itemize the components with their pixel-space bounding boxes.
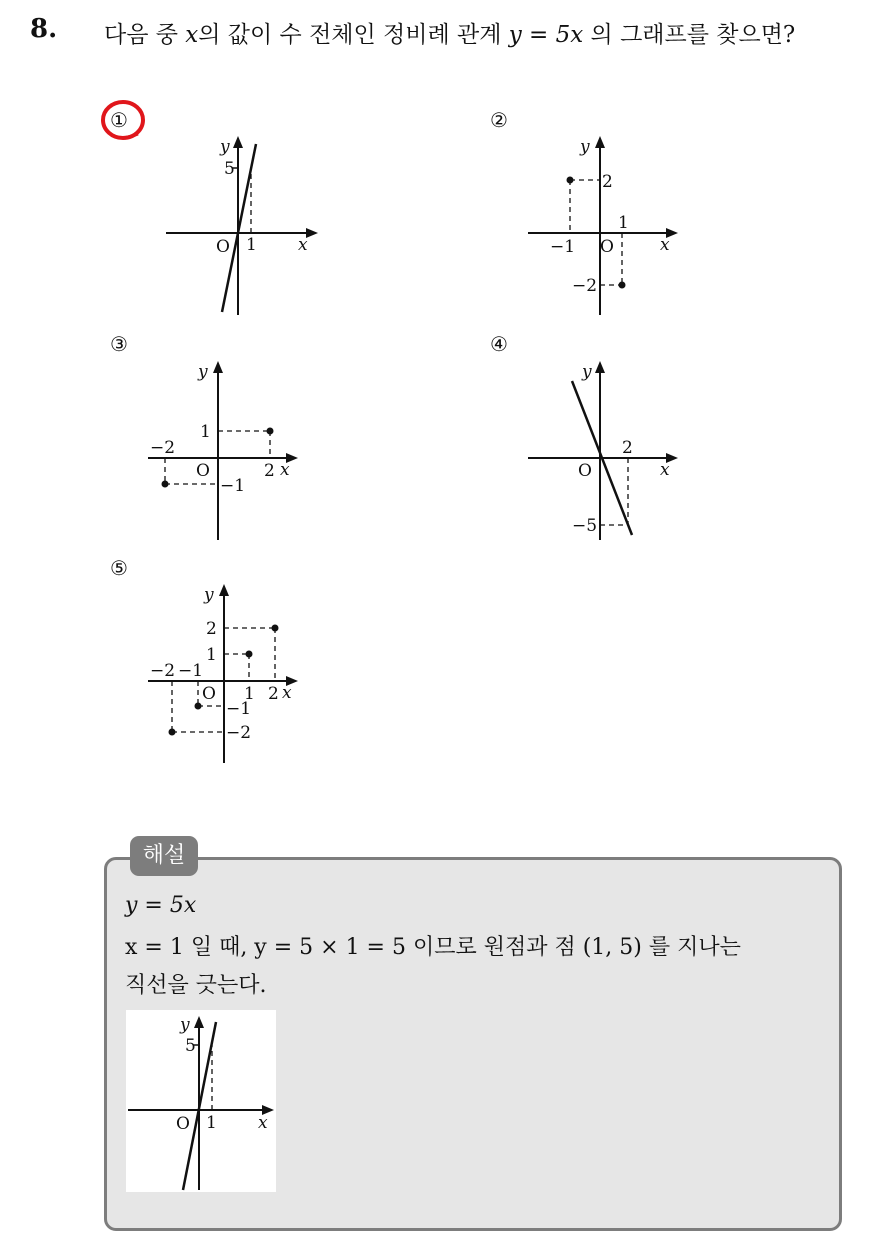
x-axis-label: x [280, 460, 290, 480]
choice-3-graph[interactable] [140, 355, 310, 545]
tick-y-neg: −1 [220, 476, 246, 496]
choice-4-label[interactable]: ④ [490, 332, 508, 356]
y-axis-label: y [204, 585, 214, 605]
x-axis-label: x [660, 460, 670, 480]
tick-y-neg: −5 [572, 516, 598, 536]
origin-label: O [196, 461, 210, 481]
choice-1-graph[interactable] [160, 130, 330, 320]
y-axis-label: y [220, 137, 230, 157]
y-axis-label: y [180, 1015, 190, 1035]
tick-x2: 2 [268, 684, 279, 704]
tick-xm2: −2 [150, 661, 176, 681]
question-number: 8. [30, 14, 58, 44]
x-axis-label: x [660, 235, 670, 255]
tick-x: 1 [246, 235, 257, 255]
choice-2-graph[interactable] [520, 130, 690, 320]
question-text: 다음 중 x의 값이 수 전체인 정비례 관계 y = 5x 의 그래프를 찾으면? [104, 22, 796, 48]
solution-conclusion: 직선을 긋는다. [125, 973, 267, 998]
choice-1-label[interactable]: ① [110, 108, 128, 132]
origin-label: O [216, 237, 230, 257]
tick-y-neg: −2 [572, 276, 598, 296]
choice-5-graph[interactable] [140, 578, 310, 768]
origin-label: O [202, 684, 216, 704]
tick-x-neg: −1 [550, 237, 576, 257]
tick-y-pos: 2 [602, 172, 613, 192]
tick-xm1: −1 [178, 661, 204, 681]
y-axis-label: y [580, 137, 590, 157]
tick-ym1: −1 [226, 699, 252, 719]
tick-y-pos: 1 [200, 422, 211, 442]
solution-explanation: x = 1 일 때, y = 5 × 1 = 5 이므로 원점과 점 (1, 5) 를 지나는 [125, 935, 741, 960]
solution-equation: y = 5x [125, 893, 197, 918]
origin-label: O [578, 461, 592, 481]
tick-ym2: −2 [226, 723, 252, 743]
x-axis-label: x [298, 235, 308, 255]
choice-3-label[interactable]: ③ [110, 332, 128, 356]
choice-2-label[interactable]: ② [490, 108, 508, 132]
choice-4-graph[interactable] [520, 355, 690, 545]
tick-x-pos: 2 [264, 461, 275, 481]
solution-graph [126, 1010, 276, 1192]
x-axis-label: x [282, 683, 292, 703]
solution-tag: 해설 [130, 836, 198, 876]
choice-5-label[interactable]: ⑤ [110, 556, 128, 580]
origin-label: O [176, 1114, 190, 1134]
tick-x1: 1 [244, 684, 255, 704]
tick-y2: 2 [206, 619, 217, 639]
tick-y1: 1 [206, 645, 217, 665]
tick-x-neg: −2 [150, 438, 176, 458]
tick-x-pos: 1 [618, 213, 629, 233]
y-axis-label: y [198, 362, 208, 382]
tick-y: 5 [185, 1036, 196, 1056]
x-axis-label: x [258, 1113, 268, 1133]
y-axis-label: y [582, 362, 592, 382]
tick-y: 5 [224, 159, 235, 179]
origin-label: O [600, 237, 614, 257]
tick-x: 1 [206, 1113, 217, 1133]
tick-x-pos: 2 [622, 438, 633, 458]
